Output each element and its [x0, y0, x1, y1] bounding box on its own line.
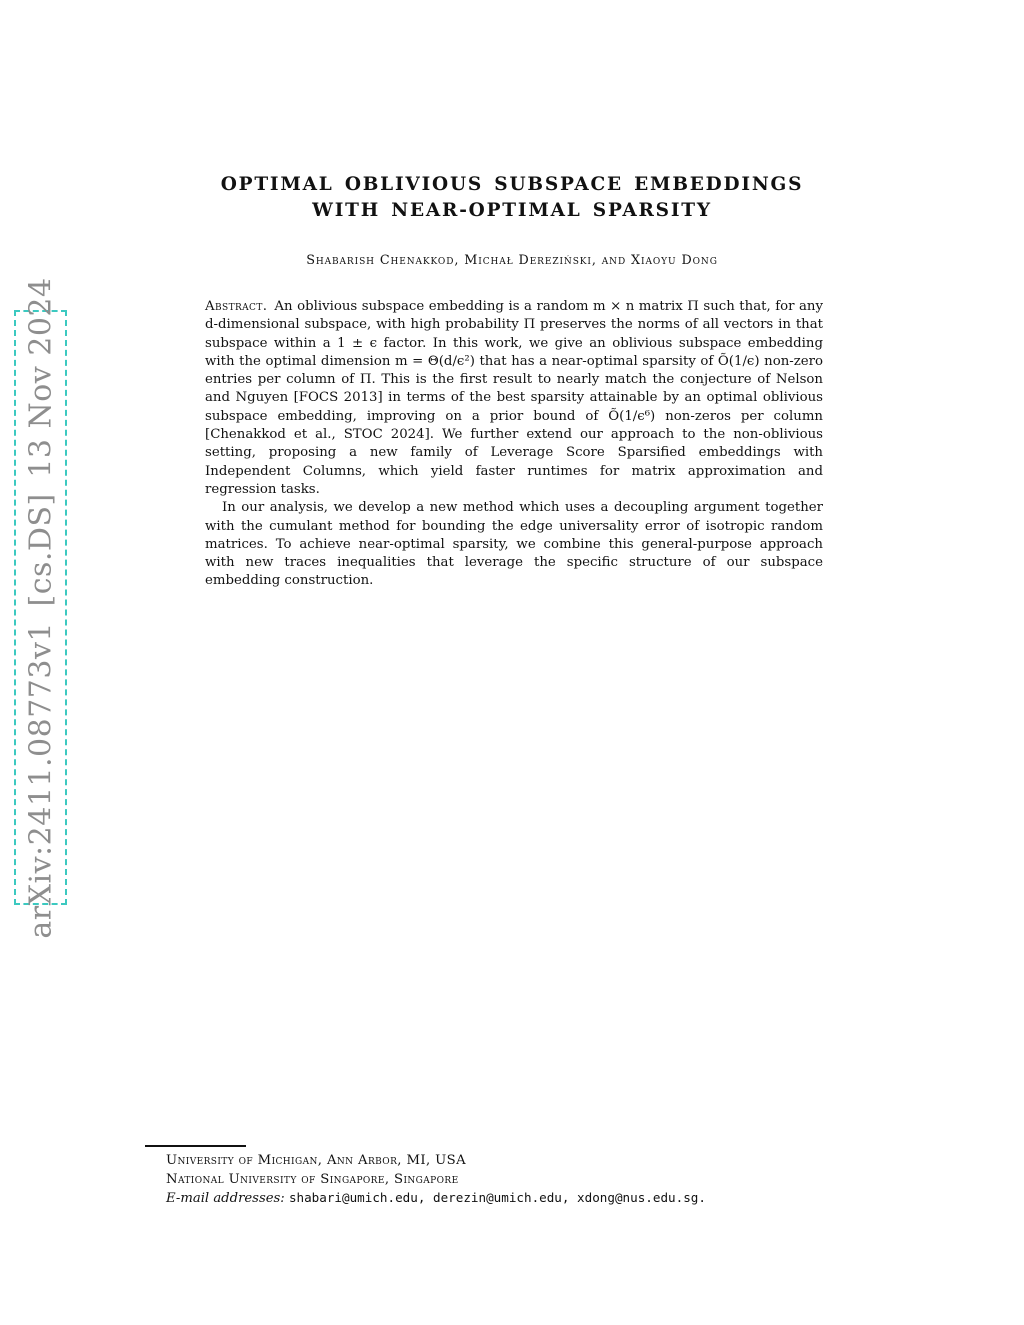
affiliation-1: University of Michigan, Ann Arbor, MI, USA — [166, 1153, 467, 1168]
authors-line: Shabarish Chenakkod, Michał Dereziński, and Xiaoyu Dong — [306, 253, 718, 268]
authors-block — [0, 249, 1024, 268]
abstract-label: Abstract. — [205, 299, 268, 314]
affiliation-2: National University of Singapore, Singapore — [166, 1171, 459, 1187]
abstract-paragraph-2: In our analysis, we develop a new method which uses a decoupling argument together with the cumulant method for bounding the edge universality error of isotropic random matrices. To achieve near-optimal sparsity, we combine this general-purpose approach with new traces inequalities that leverage the specific structure of our subspace embedding construction. — [205, 500, 823, 589]
abstract-section — [205, 298, 823, 591]
arxiv-watermark-box — [14, 276, 67, 939]
abstract-paragraph-1 — [205, 298, 823, 499]
arxiv-watermark-text: arXiv:2411.08773v1 [cs.DS] 13 Nov 2024 — [23, 276, 58, 939]
paper-title — [0, 172, 1024, 224]
email-label: E-mail addresses: — [166, 1191, 285, 1207]
email-addresses: shabari@umich.edu, derezin@umich.edu, xdong@nus.edu.sg. — [288, 1190, 706, 1206]
footer-block — [145, 1152, 845, 1209]
footnote-rule — [145, 1145, 246, 1147]
paper-title-line-1: OPTIMAL OBLIVIOUS SUBSPACE EMBEDDINGS — [220, 174, 804, 195]
abstract-paragraph-1-text: An oblivious subspace embedding is a random m × n matrix Π such that, for any d-dimensional subspace, with high probability Π preserves the norms of all vectors in that subspace within a 1 ± ϵ factor. In this work, we give an oblivious subspace embedding with the optimal dimension m = Θ(d/ϵ²) that has a near-optimal sparsity of Õ(1/ϵ) non-zero entries per column of Π. This is the first result to nearly match the conjecture of Nelson and Nguyen [FOCS 2013] in terms of the best sparsity attainable by an optimal oblivious subspace embedding, improving on a prior bound of Õ(1/ϵ⁶) non-zeros per column [Chenakkod et al., STOC 2024]. We further extend our approach to the non-oblivious setting, proposing a new family of Leverage Score Sparsified embeddings with Independent Columns, which yield faster runtimes for matrix approximation and regression tasks. — [205, 299, 823, 497]
email-line — [145, 1189, 845, 1209]
paper-title-line-2: WITH NEAR-OPTIMAL SPARSITY — [312, 200, 712, 221]
